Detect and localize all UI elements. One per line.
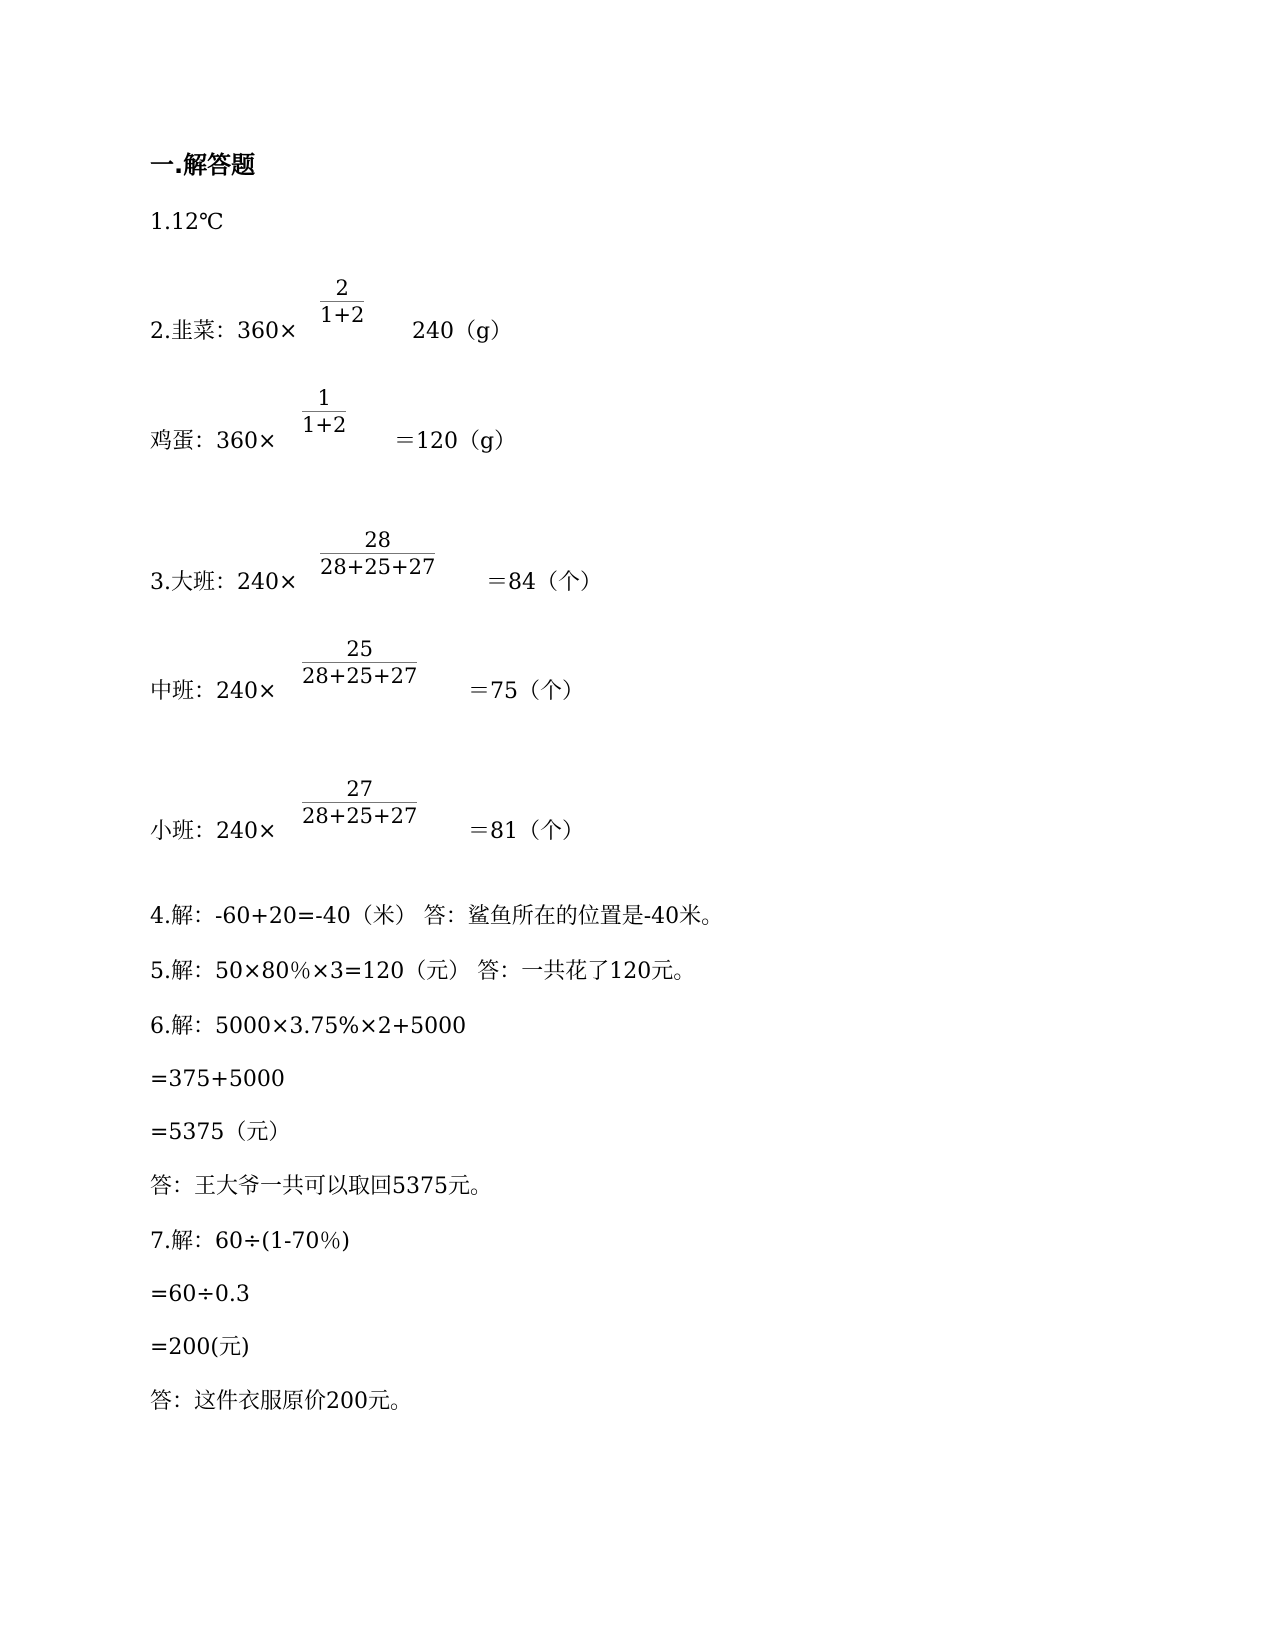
- q3-line3-prefix: 小班：240×: [150, 819, 277, 844]
- q3-line2-fraction: [302, 637, 417, 688]
- fraction-denominator: 1+2: [302, 413, 347, 437]
- q1-answer: 1.12℃: [150, 210, 224, 235]
- q6-answer: 答：王大爷一共可以取回5375元。: [150, 1174, 492, 1199]
- fraction-numerator: 2: [320, 276, 364, 302]
- q2-line1-suffix: 240（g）: [412, 319, 513, 344]
- q2-line2-prefix: 鸡蛋：360×: [150, 429, 277, 454]
- q6-line1: 6.解：5000×3.75%×2+5000: [150, 1014, 467, 1039]
- q7-line3: =200(元): [150, 1335, 250, 1360]
- q7-line1: 7.解：60÷(1-70％): [150, 1229, 351, 1254]
- q3-line1-prefix: 3.大班：240×: [150, 570, 298, 595]
- q3-line3-fraction: [302, 777, 417, 828]
- q7-line2: =60÷0.3: [150, 1282, 250, 1307]
- q3-line3-suffix: ＝81（个）: [468, 819, 584, 844]
- q3-line2-suffix: ＝75（个）: [468, 679, 584, 704]
- fraction-numerator: 1: [302, 386, 346, 412]
- q3-line2-prefix: 中班：240×: [150, 679, 277, 704]
- q6-line2: =375+5000: [150, 1067, 285, 1092]
- q3-line1-suffix: ＝84（个）: [486, 570, 602, 595]
- q5-answer: 5.解：50×80％×3=120（元） 答：一共花了120元。: [150, 959, 696, 984]
- fraction-denominator: 1+2: [320, 303, 365, 327]
- fraction-numerator: 25: [302, 637, 417, 663]
- fraction-denominator: 28+25+27: [320, 555, 436, 579]
- q2-line2-suffix: ＝120（g）: [394, 429, 517, 454]
- fraction-denominator: 28+25+27: [302, 804, 418, 828]
- q2-line2-fraction: [302, 386, 346, 437]
- fraction-numerator: 27: [302, 777, 417, 803]
- q3-line1-fraction: [320, 528, 435, 579]
- fraction-denominator: 28+25+27: [302, 664, 418, 688]
- section-title: 一.解答题: [150, 151, 256, 179]
- q2-line1-fraction: [320, 276, 364, 327]
- q4-answer: 4.解：-60+20=-40（米） 答：鲨鱼所在的位置是-40米。: [150, 904, 724, 929]
- q2-line1-prefix: 2.韭菜：360×: [150, 319, 298, 344]
- q6-line3: =5375（元）: [150, 1120, 291, 1145]
- fraction-numerator: 28: [320, 528, 435, 554]
- q7-answer: 答：这件衣服原价200元。: [150, 1389, 412, 1414]
